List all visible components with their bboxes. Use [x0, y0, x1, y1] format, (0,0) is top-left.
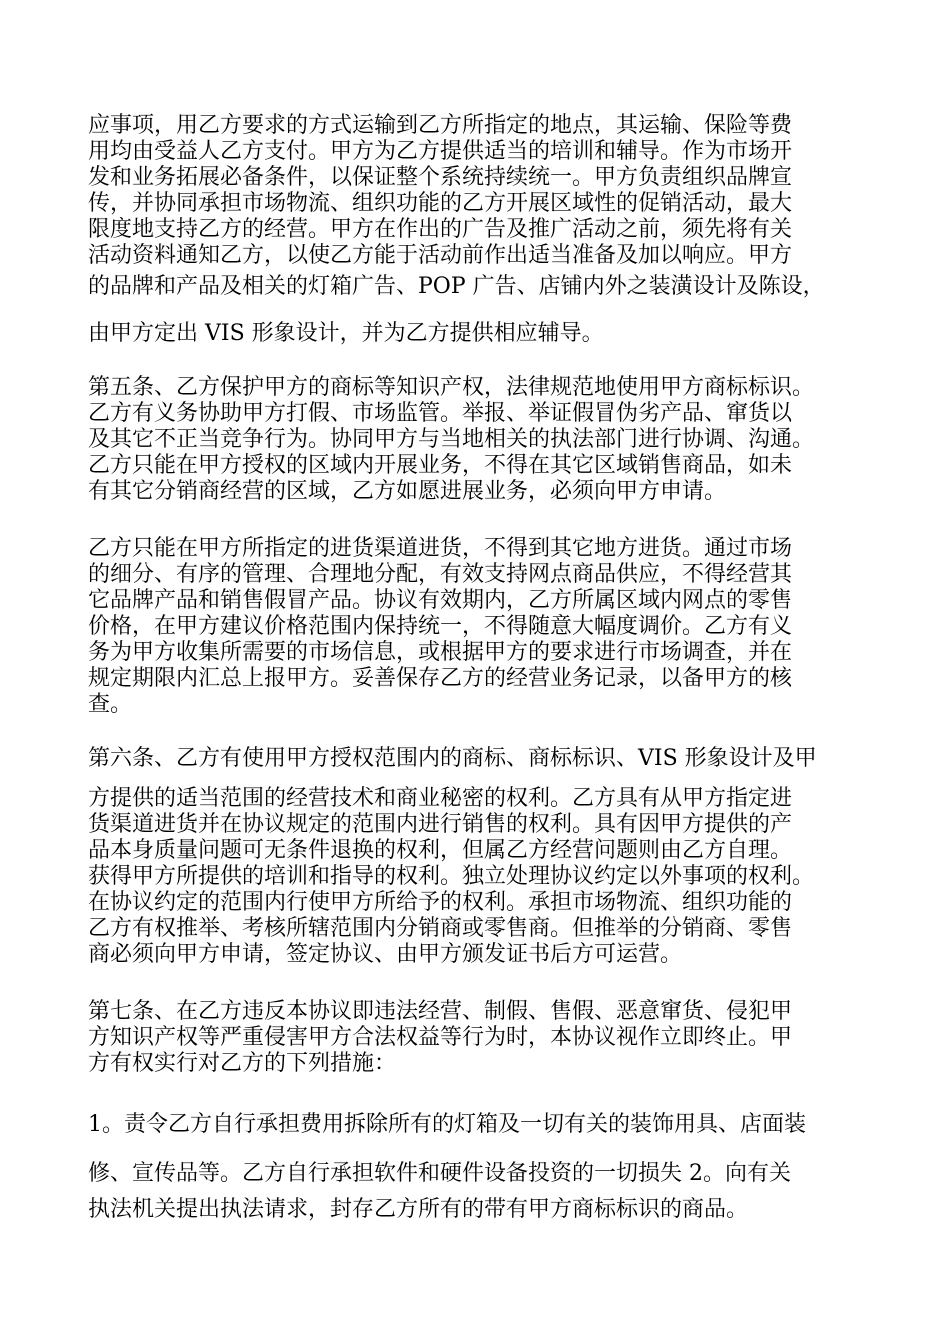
text-line: 乙方有义务协助甲方打假、市场监管。举报、举证假冒伪劣产品、窜货以: [88, 401, 793, 426]
text-line: 在协议约定的范围内行使甲方所给予的权利。承担市场物流、组织功能的: [88, 890, 793, 915]
text-line: 1。责令乙方自行承担费用拆除所有的灯箱及一切有关的装饰用具、店面装: [88, 1112, 806, 1137]
text-line: 它品牌产品和销售假冒产品。协议有效期内，乙方所属区域内网点的零售: [88, 588, 793, 613]
text-line: 获得甲方所提供的培训和指导的权利。独立处理协议约定以外事项的权利。: [88, 864, 815, 889]
text-line: 货渠道进货并在协议规定的范围内进行销售的权利。具有因甲方提供的产: [88, 812, 793, 837]
text-line: 查。: [88, 692, 133, 717]
text-line: 商必须向甲方申请，签定协议、由甲方颁发证书后方可运营。: [88, 942, 683, 967]
text-line: 修、宣传品等。乙方自行承担软件和硬件设备投资的一切损失 2。向有关: [88, 1161, 791, 1186]
text-line: 方知识产权等严重侵害甲方合法权益等行为时，本协议视作立即终止。甲: [88, 1025, 793, 1050]
text-line: 及其它不正当竞争行为。协同甲方与当地相关的执法部门进行协调、沟通。: [88, 427, 815, 452]
text-line: 应事项，用乙方要求的方式运输到乙方所指定的地点，其运输、保险等费: [88, 113, 793, 138]
text-line: 活动资料通知乙方，以使乙方能于活动前作出适当准备及加以响应。甲方: [88, 243, 793, 268]
text-line: 用均由受益人乙方支付。甲方为乙方提供适当的培训和辅导。作为市场开: [88, 139, 793, 164]
text-line: 第七条、在乙方违反本协议即违法经营、制假、售假、恶意窜货、侵犯甲: [88, 999, 793, 1024]
text-line: 方提供的适当范围的经营技术和商业秘密的权利。乙方具有从甲方指定进: [88, 786, 793, 811]
text-line: 的细分、有序的管理、合理地分配，有效支持网点商品供应，不得经营其: [88, 562, 793, 587]
text-line: 限度地支持乙方的经营。甲方在作出的广告及推广活动之前，须先将有关: [88, 217, 793, 242]
text-line: 第五条、乙方保护甲方的商标等知识产权，法律规范地使用甲方商标标识。: [88, 375, 815, 400]
text-line: 乙方只能在甲方所指定的进货渠道进货，不得到其它地方进货。通过市场: [88, 536, 793, 561]
text-line: 规定期限内汇总上报甲方。妥善保存乙方的经营业务记录，以备甲方的核: [88, 666, 793, 691]
text-line: 有其它分销商经营的区域，乙方如愿进展业务，必须向甲方申请。: [88, 479, 727, 504]
text-line: 务为甲方收集所需要的市场信息，或根据甲方的要求进行市场调查，并在: [88, 640, 793, 665]
text-line: 第六条、乙方有使用甲方授权范围内的商标、商标标识、VIS 形象设计及甲: [88, 746, 817, 771]
text-line: 乙方只能在甲方授权的区域内开展业务，不得在其它区域销售商品，如未: [88, 453, 793, 478]
text-line: 品本身质量问题可无条件退换的权利，但属乙方经营问题则由乙方自理。: [88, 838, 793, 863]
text-line: 的品牌和产品及相关的灯箱广告、POP 广告、店铺内外之装潢设计及陈设，: [88, 274, 825, 299]
text-line: 由甲方定出 VIS 形象设计，并为乙方提供相应辅导。: [88, 321, 604, 346]
text-line: 发和业务拓展必备条件，以保证整个系统持续统一。甲方负责组织品牌宣: [88, 165, 793, 190]
text-line: 执法机关提出执法请求，封存乙方所有的带有甲方商标标识的商品。: [88, 1197, 749, 1222]
text-line: 方有权实行对乙方的下列措施：: [88, 1051, 397, 1076]
text-line: 乙方有权推举、考核所辖范围内分销商或零售商。但推举的分销商、零售: [88, 916, 793, 941]
text-line: 传，并协同承担市场物流、组织功能的乙方开展区域性的促销活动，最大: [88, 191, 793, 216]
text-line: 价格，在甲方建议价格范围内保持统一，不得随意大幅度调价。乙方有义: [88, 614, 793, 639]
